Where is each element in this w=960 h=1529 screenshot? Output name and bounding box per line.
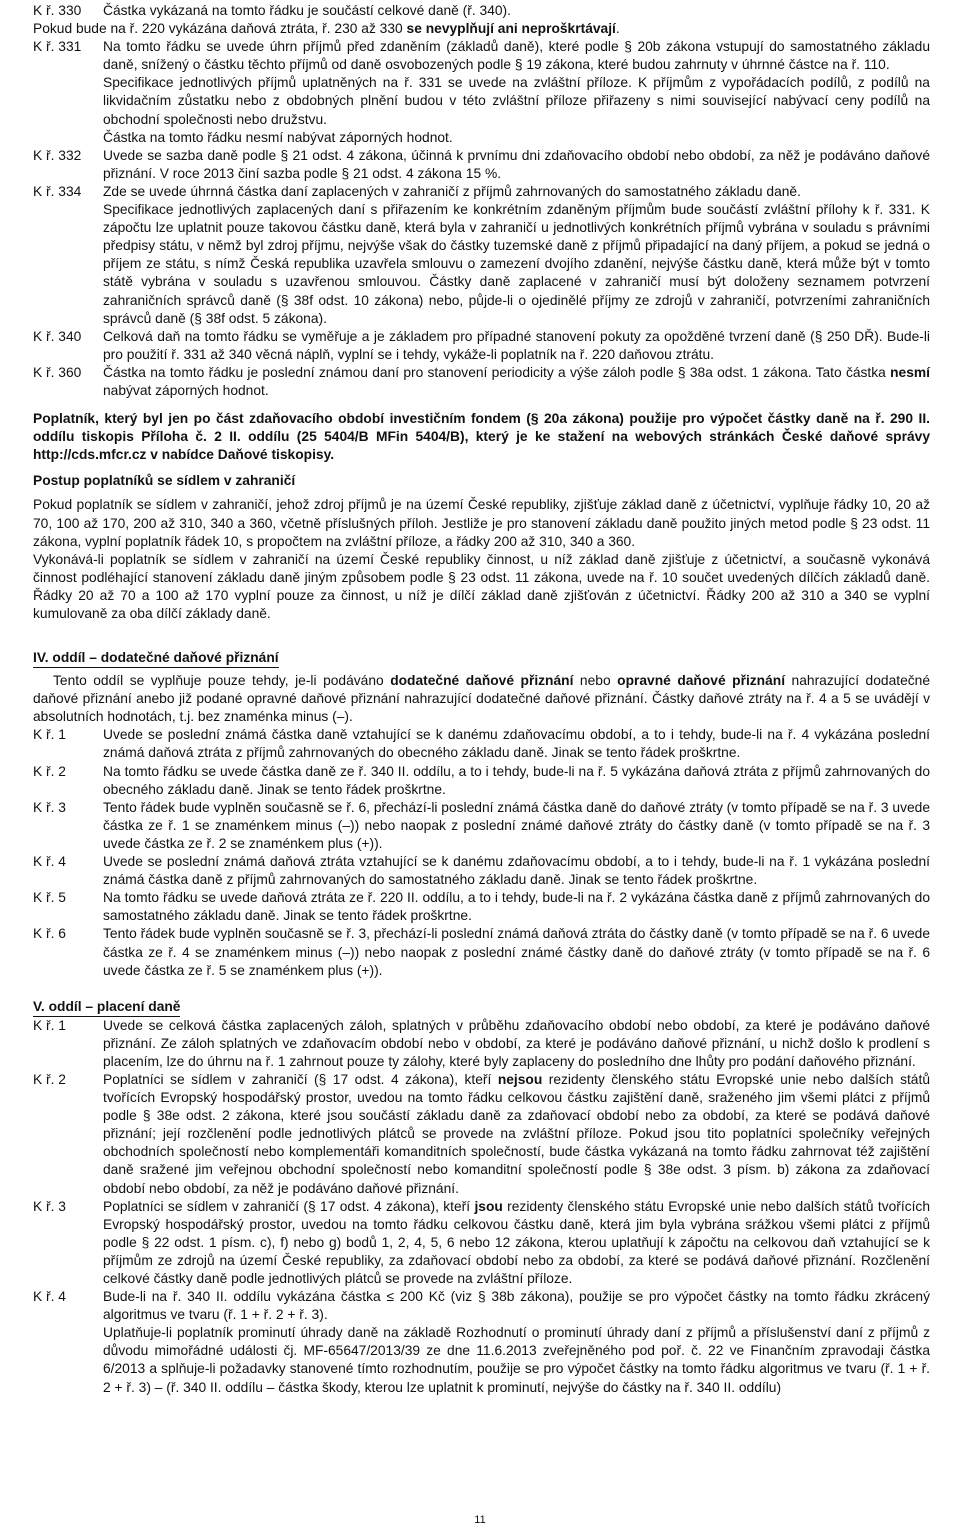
entry-text: Zde se uvede úhrnná částka daní zaplacených v zahraničí z příjmů zahrnovaných do samostatného základu daně.	[103, 183, 801, 199]
entry-label: K ř. 330	[33, 3, 82, 18]
entry-label: K ř. 2	[33, 763, 66, 779]
entry-label: K ř. 360	[33, 364, 82, 380]
foreign-paragraph-1: Pokud poplatník se sídlem v zahraničí, jehož zdroj příjmů je na území České republiky, zjišťuje základ daně z účetnictví, vyplňuje řádky 10, 20 až 70, 100 až 170, 200 až 310, 340 a 360, včetně příslušných příloh. Jestliže je pro stanovení základu daně použito jiných metod podle § 23 odst. 11 zákona, vyplní poplatník řádek 10, s propočtem na zvláštní příloze, a řádky 200 až 310, 340 a 360.	[33, 497, 930, 549]
section-iv-item	[33, 763, 930, 799]
entry-label: K ř. 334	[33, 183, 82, 199]
section-iv-item	[33, 853, 930, 889]
entry-text: Částka vykázaná na tomto řádku je součástí celkové daně (ř. 340).	[103, 3, 511, 18]
entry-text: Na tomto řádku se uvede daňová ztráta ze ř. 220 II. oddílu, a to i tehdy, bude-li na ř. 2 vykázána částka daně z příjmů zahrnovaných do samostatného základu daně. Jinak se tento řádek proškrtne.	[103, 890, 930, 924]
entry-text: Specifikace jednotlivých zaplacených daní s přiřazením ke konkrétním zdaněným příjmům bude součástí zvláštní přílohy k ř. 331. K zápočtu lze uplatnit pouze takovou částku daně, která byla v zahraničí u jednotlivých konkrétních příjmů vybrána v souladu s právními předpisy státu, v němž byl zdroj příjmu, nejvýše však do částky tuzemské daně z příjmů připadající na daný příjem, a pokud se jedná o příjem ze státu, s nímž Česká republika uzavřela smlouvu o zamezení dvojího zdanění, nejvýše částku daně, která může být v tomto státě vybrána v souladu s uzavřenou smlouvou. Částky daně zaplacené v zahraničí musí být doloženy seznamem potvrzení zahraničních správců daně (§ 38f odst. 10 zákona) nebo, půjde-li o ojedinělé příjmy ze zdrojů v zahraničí, potvrzeními zahraničních správců daně (§ 38f odst. 5 zákona).	[103, 202, 930, 326]
entry-text: Částka na tomto řádku nesmí nabývat záporných hodnot.	[103, 129, 453, 145]
entry-k332	[33, 147, 930, 183]
entry-k331	[33, 38, 930, 147]
section-v-item	[33, 1288, 930, 1397]
entry-label: K ř. 4	[33, 854, 66, 870]
entry-label: K ř. 3	[33, 1198, 66, 1214]
entry-text: Bude-li na ř. 340 II. oddílu vykázána částka ≤ 200 Kč (viz § 38b zákona), použije se pro výpočet částky na tomto řádku zkrácený algoritmus ve tvaru (ř. 1 + ř. 2 + ř. 3).	[103, 1289, 930, 1323]
entry-label: K ř. 1	[33, 727, 66, 743]
entry-label: K ř. 3	[33, 799, 66, 815]
investment-fund-note: Poplatník, který byl jen po část zdaňovacího období investičním fondem (§ 20a zákona) použije pro výpočet částky daně na ř. 290 II. oddílu tiskopis Příloha č. 2 II. oddílu (25 5404/B MFin 5404/B), který je ke stažení na webových stránkách České daňové správy http://cds.mfcr.cz v nabídce Daňové tiskopisy.	[33, 411, 930, 463]
section-iv-item	[33, 799, 930, 853]
entry-text: Částka na tomto řádku je poslední známou daní pro stanovení periodicity a výše záloh podle § 38a odst. 1 zákona. Tato částka nesmí nabývat záporných hodnot.	[103, 364, 930, 398]
foreign-heading: Postup poplatníků se sídlem v zahraničí	[33, 473, 296, 489]
entry-label: K ř. 2	[33, 1071, 66, 1087]
section-iv-intro: Tento oddíl se vyplňuje pouze tehdy, je-li podáváno dodatečné daňové přiznání nebo opravné daňové přiznání nahrazující dodatečné daňové přiznání anebo již podané opravné daňové přiznání nahrazující dodatečné daňové přiznání. Částky daňové ztráty na ř. 4 a 5 se uvádějí v absolutních hodnotách, t.j. bez znaménka minus (–).	[33, 673, 930, 725]
section-v-item	[33, 1017, 930, 1071]
document-page	[33, 2, 930, 1397]
entry-text: Uvede se poslední známá částka daně vztahující se k danému zdaňovacímu období, a to i tehdy, bude-li na ř. 4 vykázána poslední známá daňová ztráta z příjmů zahrnovaných do obecného základu daně. Jinak se tento řádek proškrtne.	[103, 727, 930, 761]
entry-text: Poplatníci se sídlem v zahraničí (§ 17 odst. 4 zákona), kteří nejsou rezidenty členského státu Evropské unie nebo dalších států tvořících Evropský hospodářský prostor, uvedou na tomto řádku celkovou částku zajištění daně, sraženého jim všemi plátci z příjmů podle § 38e odst. 2 zákona, které jsou součástí základu daně za zdaňovací období nebo za období, za které se podává daňové přiznání; její rozčlenění podle jednotlivých plátců se provede na zvláštní příloze. Pokud jsou tito poplatníci společníky veřejných obchodních společností nebo komplementáři komanditních společností, bude částka vykázaná na tomto řádku zahrnovat též zajištění daně sražené jim veřejnou obchodní společností nebo komanditní společností podle § 38e odst. 3 písm. b) zákona za zdaňovací období nebo období, za něž je podáváno daňové přiznání.	[103, 1071, 930, 1196]
entry-label: K ř. 332	[33, 147, 82, 163]
entry-k330	[33, 2, 930, 20]
entry-label: K ř. 340	[33, 328, 82, 344]
entry-label: K ř. 5	[33, 890, 66, 906]
entry-label: K ř. 331	[33, 39, 82, 55]
entry-text: Celková daň na tomto řádku se vyměřuje a je základem pro případné stanovení pokuty za opožděné tvrzení daně (§ 250 DŘ). Bude-li pro použití ř. 331 až 340 věcná náplň, vyplní se i tehdy, vykáže-li poplatník na ř. 220 daňovou ztrátu.	[103, 328, 930, 362]
entry-label: K ř. 1	[33, 1017, 66, 1033]
section-iv-item	[33, 726, 930, 762]
section-v-item	[33, 1071, 930, 1198]
entry-k360	[33, 364, 930, 400]
entry-label: K ř. 4	[33, 1289, 66, 1305]
entry-text: Uvede se sazba daně podle § 21 odst. 4 zákona, účinná k prvnímu dni zdaňovacího období nebo období, za něž je podáváno daňové přiznání. V roce 2013 činí sazba podle § 21 odst. 4 zákona 15 %.	[103, 147, 930, 181]
entry-text: Poplatníci se sídlem v zahraničí (§ 17 odst. 4 zákona), kteří jsou rezidenty členského státu Evropské unie nebo dalších států tvořících Evropský hospodářský prostor, uvedou na tomto řádku celkovou částku daně, která jim byla vybrána srážkou všemi plátci z příjmů podle § 22 odst. 1 písm. c), f) nebo g) bodů 1, 2, 4, 5, 6 nebo 12 zákona, kterou uplatňují k zápočtu na celkovou daň vztahující se k příjmům ze zdrojů na území České republiky, za zdaňovací období nebo za období, za které se podává daňové přiznání. Rozčlenění celkové částky daně podle jednotlivých plátců se provede na zvláštní příloze.	[103, 1198, 930, 1286]
entry-text: Tento řádek bude vyplněn současně se ř. 3, přechází-li poslední známá daňová ztráta do částky daně (v tomto případě se na ř. 6 uvede částka ze ř. 4 se znaménkem minus (–)) nebo naopak z poslední známé částky daně do daňové ztráty (v tomto případě se na ř. 6 uvede částka ze ř. 5 se znaménkem plus (+)).	[103, 926, 930, 978]
entry-text: Tento řádek bude vyplněn současně se ř. 6, přechází-li poslední známá částka daně do daňové ztráty (v tomto případě se na ř. 3 uvede částka ze ř. 1 se znaménkem minus (–)) nebo naopak z poslední známé daňové ztráty do částky daně (v tomto případě se na ř. 3 uvede částka ze ř. 2 se znaménkem plus (+)).	[103, 799, 930, 851]
entry-label: K ř. 6	[33, 926, 66, 942]
entry-text: Specifikace jednotlivých příjmů uplatněných na ř. 331 se uvede na zvláštní příloze. K příjmům z vypořádacích podílů, z podílů na likvidačním zůstatku nebo z obdobných plnění budou v této zvláštní příloze přiřazeny s nimi související nabývací ceny podílů na obchodní společnosti nebo družstvu.	[103, 75, 930, 127]
foreign-paragraph-2: Vykonává-li poplatník se sídlem v zahraničí na území České republiky činnost, u níž základ daně zjišťuje z účetnictví, a současně vykonává činnost podléhající stanovení základu daně jiným způsobem podle § 23 odst. 11 zákona, uvede na ř. 10 součet uvedených dílčích základů daně. Řádky 20 až 70 a 100 až 170 vyplní pouze za činnost, u níž je dílčí základ daně zjišťován z účetnictví. Řádky 200 až 310 a 340 se vyplní kumulovaně za oba dílčí základy daně.	[33, 551, 930, 621]
section-v-item	[33, 1198, 930, 1288]
entry-text: Uvede se celková částka zaplacených záloh, splatných v průběhu zdaňovacího období nebo období, za které je podáváno daňové přiznání. Ze záloh splatných ve zdaňovacím období nebo v období, za které je podáváno daňové přiznání, u nichž došlo k prodlení s placením, lze do úhrnu na ř. 1 zahrnout pouze ty zálohy, které byly zaplaceny do posledního dne lhůty pro podání daňového přiznání.	[103, 1017, 930, 1069]
page-number: 11	[474, 1514, 486, 1526]
loss-note: Pokud bude na ř. 220 vykázána daňová ztráta, ř. 230 až 330 se nevyplňují ani neproškrtávají.	[33, 21, 620, 37]
entry-text: Uplatňuje-li poplatník prominutí úhrady daně na základě Rozhodnutí o prominutí úhrady daní z příjmů a příslušenství daní z příjmů z důvodu mimořádné události čj. MF-65647/2013/39 ze dne 11.6.2013 zveřejněného pod poř. č. 22 ve Finančním zpravodaji částka 6/2013 a splňuje-li požadavky stanovené tímto rozhodnutím, použije se pro výpočet částky na tomto řádku algoritmus ve tvaru (ř. 1 + ř. 2 + ř. 3) – (ř. 340 II. oddílu – částka škody, kterou lze uplatnit k prominutí, nejvýše do částky na ř. 340 II. oddílu)	[103, 1325, 930, 1395]
entry-k334	[33, 183, 930, 328]
section-iv-item	[33, 925, 930, 979]
entry-text: Na tomto řádku se uvede částka daně ze ř. 340 II. oddílu, a to i tehdy, bude-li na ř. 5 vykázána daňová ztráta z příjmů zahrnovaných do obecného základu daně. Jinak se tento řádek proškrtne.	[103, 763, 930, 797]
entry-k340	[33, 328, 930, 364]
entry-text: Na tomto řádku se uvede úhrn příjmů před zdaněním (základů daně), které podle § 20b zákona vstupují do samostatného základu daně, snížený o částku těchto příjmů od daně osvobozených podle § 19 zákona, které budou zahrnuty v úhrnné částce na ř. 110.	[103, 39, 930, 73]
section-iv-item	[33, 889, 930, 925]
section-v-heading: V. oddíl – placení daně	[33, 998, 180, 1017]
section-iv-heading: IV. oddíl – dodatečné daňové přiznání	[33, 649, 279, 668]
entry-text: Uvede se poslední známá daňová ztráta vztahující se k danému zdaňovacímu období, a to i tehdy, bude-li na ř. 1 vykázána poslední známá částka daně z příjmů zahrnovaných do samostatného základu daně. Jinak se tento řádek proškrtne.	[103, 854, 930, 888]
